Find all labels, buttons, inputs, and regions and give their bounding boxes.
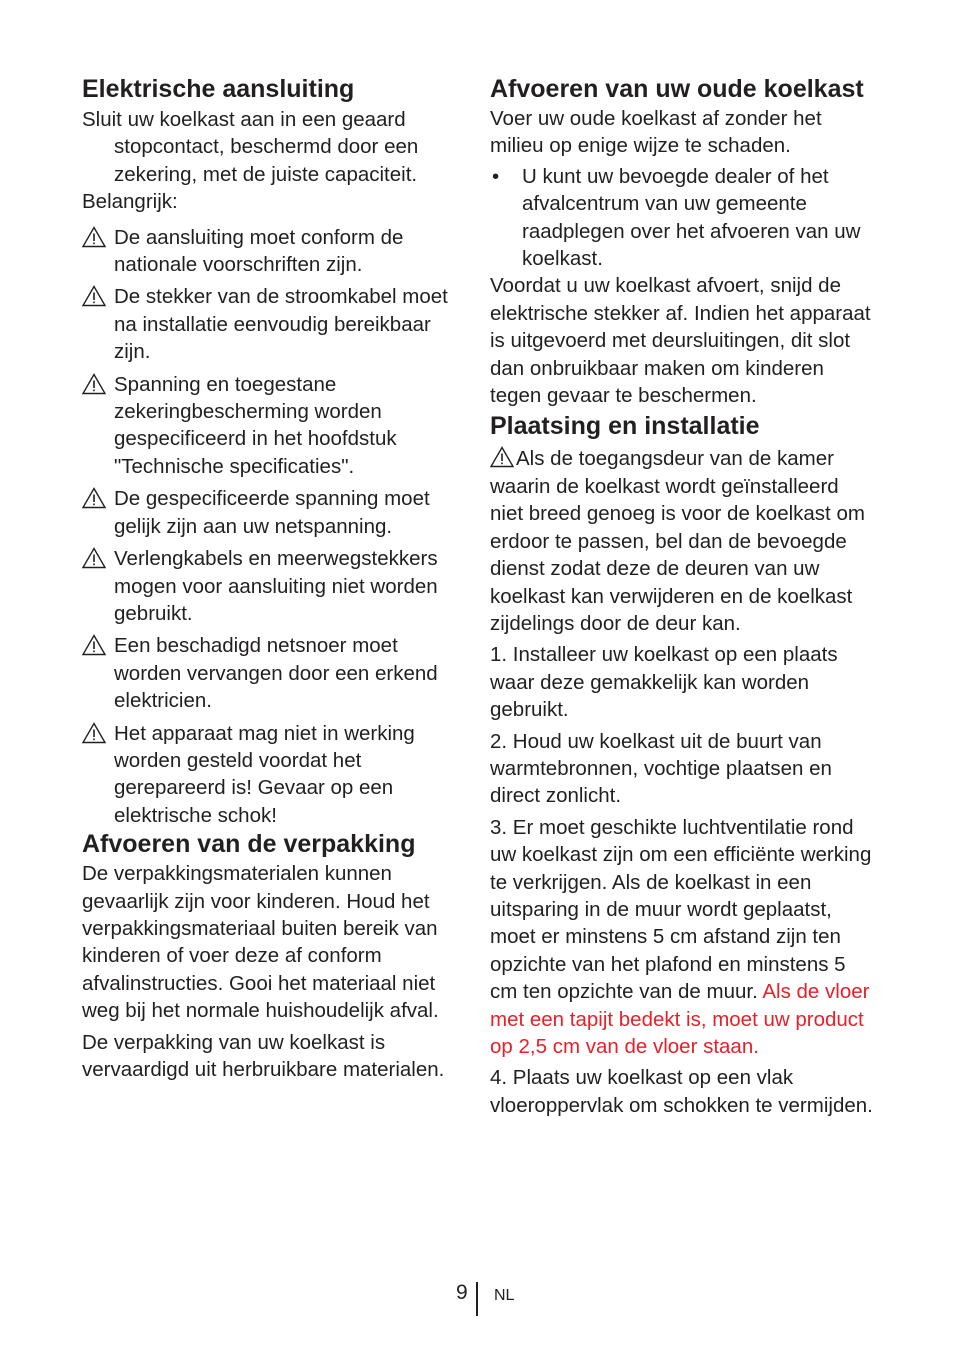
electrical-heading: Elektrische aansluiting (82, 75, 355, 103)
warning-triangle-icon (82, 487, 106, 509)
bullet-dot: • (492, 164, 500, 188)
disposal-paragraph: Voordat u uw koelkast afvoert, snijd de elektrische stekker af. Indien het apparaat is uitgevoerd met deursluitingen, dit slot dan onbruikbaar maken om kinderen tegen gevaar te beschermen. (490, 274, 871, 408)
warning-triangle-icon (82, 373, 106, 395)
carpet-note: Als de vloer met een tapijt bedekt is, moet uw product op 2,5 cm van de vloer staan. (490, 980, 870, 1058)
warning-text: De stekker van de stroomkabel moet na installatie eenvoudig bereikbaar zijn. (114, 285, 448, 364)
left-column (82, 76, 464, 1083)
warning-item (82, 371, 464, 481)
warning-text: De aansluiting moet conform de nationale voorschriften zijn. (114, 225, 404, 277)
warning-text: Spanning en toegestane zekeringbescherming worden gespecificeerd in het hoofdstuk "Technische specificaties". (114, 372, 397, 478)
warning-item (82, 545, 464, 627)
warning-item (82, 283, 464, 365)
installation-step: 1. Installeer uw koelkast op een plaats waar deze gemakkelijk kan worden gebruikt. (490, 643, 838, 722)
bullet-text: U kunt uw bevoegde dealer of het afvalcentrum van uw gemeente raadplegen over het afvoeren van uw koelkast. (522, 164, 861, 271)
installation-step-text: 3. Er moet geschikte luchtventilatie rond uw koelkast zijn om een efficiënte werking te verkrijgen. Als de koelkast in een uitsparing in de muur wordt geplaatst, moet er minstens 5 cm afstand zijn ten opzichte van het plafond en minstens 5 cm ten opzichte van de muur. (490, 815, 872, 1004)
language-code: NL (494, 1287, 515, 1304)
installation-heading: Plaatsing en installatie (490, 412, 760, 441)
disposal-heading: Afvoeren van uw oude koelkast (490, 75, 864, 103)
warning-item (82, 720, 464, 830)
warning-item (82, 632, 464, 714)
installation-step: 2. Houd uw koelkast uit de buurt van warmtebronnen, vochtige plaatsen en direct zonlicht. (490, 729, 832, 808)
packaging-heading: Afvoeren van de verpakking (82, 830, 416, 859)
warning-triangle-icon (82, 285, 106, 307)
warning-item (82, 224, 464, 279)
warning-triangle-icon (82, 722, 106, 744)
disposal-paragraph: Voer uw oude koelkast af zonder het milieu op enige wijze te schaden. (490, 107, 822, 158)
warning-triangle-icon (82, 547, 106, 569)
installation-warning-text: Als de toegangsdeur van de kamer waarin de koelkast wordt geïnstalleerd niet breed genoeg is voor de koelkast om erdoor te passen, bel dan de bevoegde dienst zodat deze de deuren van uw koelkast kan verwijderen en de koelkast zijdelings door de deur kan. (490, 447, 865, 635)
electrical-intro: Sluit uw koelkast aan in een geaard stopcontact, beschermd door een zekering, met de juiste capaciteit. (82, 108, 419, 186)
right-column (490, 76, 875, 1119)
packaging-paragraph: De verpakkingsmaterialen kunnen gevaarlijk zijn voor kinderen. Houd het verpakkingsmateriaal buiten bereik van kinderen of voer deze af conform afvalinstructies. Gooi het materiaal niet weg bij het normale huishoudelijk afval. (82, 862, 439, 1023)
installation-step: 4. Plaats uw koelkast op een vlak vloeroppervlak om schokken te vermijden. (490, 1066, 873, 1117)
warning-triangle-icon (82, 634, 106, 656)
installation-warning (490, 445, 875, 637)
important-label: Belangrijk: (82, 190, 178, 214)
packaging-paragraph: De verpakking van uw koelkast is vervaardigd uit herbruikbare materialen. (82, 1030, 445, 1081)
warning-text: Een beschadigd netsnoer moet worden vervangen door een erkend elektricien. (114, 634, 438, 713)
installation-step (490, 814, 875, 1061)
warning-item (82, 485, 464, 540)
list-item (490, 163, 875, 273)
warning-triangle-icon (82, 226, 106, 248)
warning-text: Het apparaat mag niet in werking worden gesteld voordat het gerepareerd is! Gevaar op een elektrische schok! (114, 721, 415, 827)
warning-text: De gespecificeerde spanning moet gelijk zijn aan uw netspanning. (114, 487, 430, 538)
warning-text: Verlengkabels en meerwegstekkers mogen voor aansluiting niet worden gebruikt. (114, 547, 438, 625)
footer-divider (476, 1282, 478, 1316)
warning-triangle-icon (490, 446, 514, 468)
page-number: 9 (456, 1281, 468, 1304)
